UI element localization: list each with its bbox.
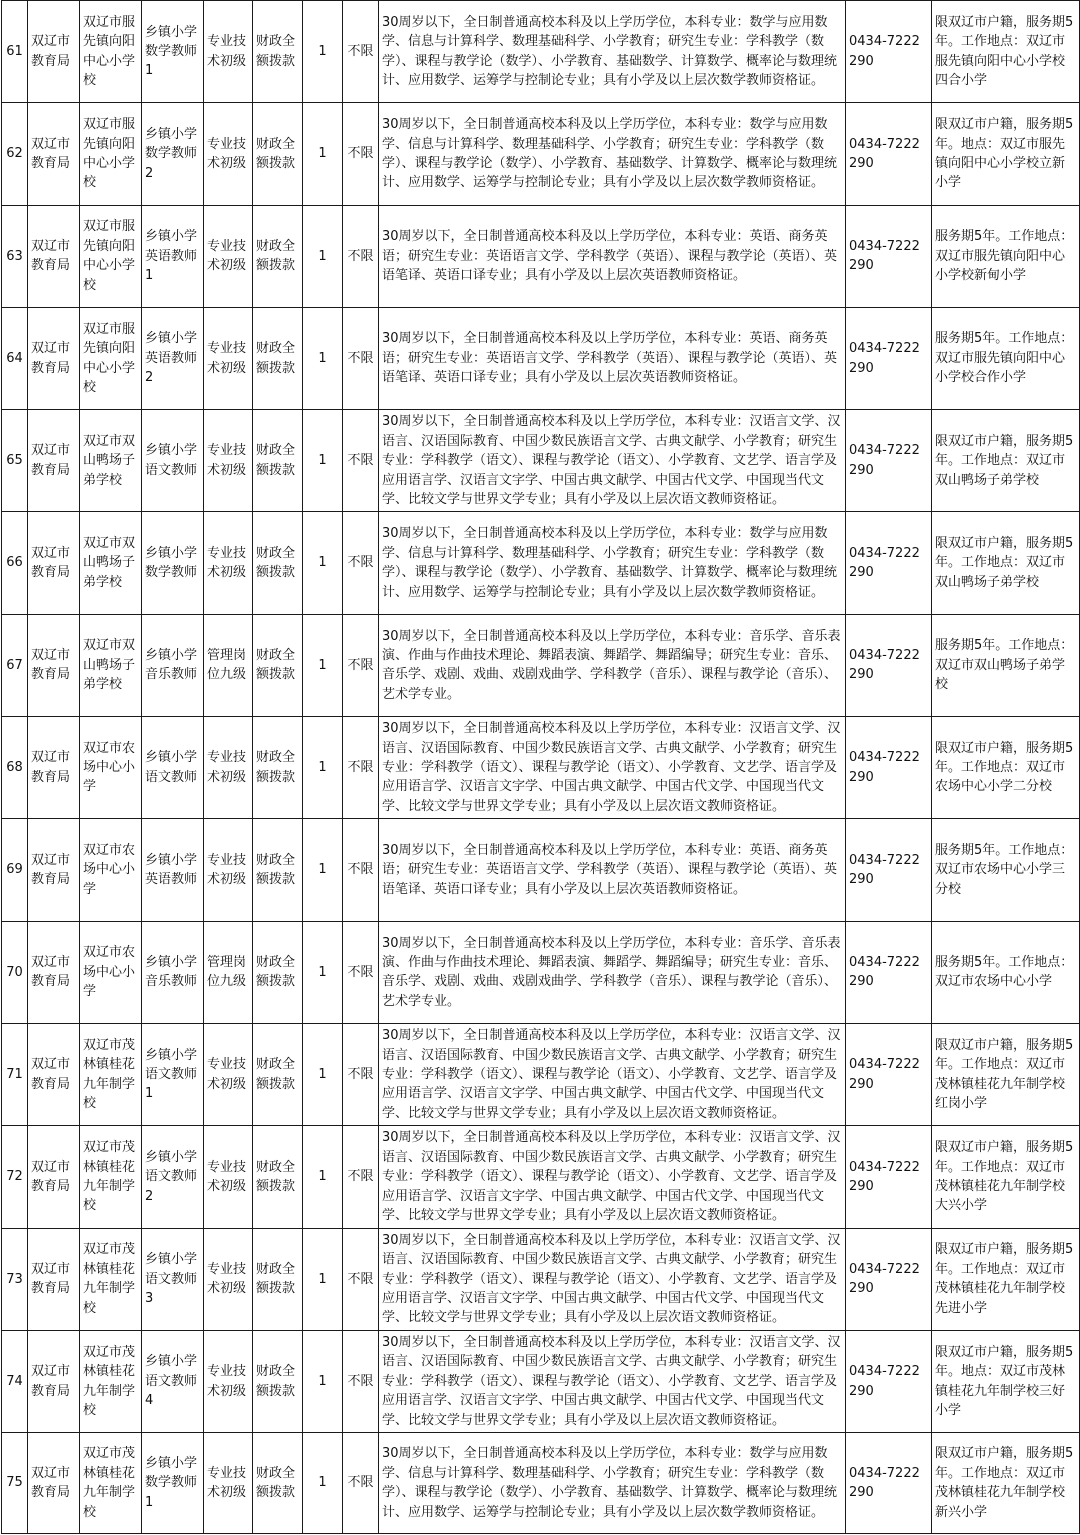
position-name-cell: 乡镇小学语文教师3: [142, 1228, 204, 1330]
employer-unit-cell: 双辽市服先镇向阳中心小学校: [80, 103, 142, 205]
restriction-cell: 不限: [343, 1023, 379, 1125]
funding-type-cell: 财政全额拨款: [253, 1433, 303, 1534]
contact-phone-cell: 0434-7222290: [846, 410, 932, 512]
hiring-count-cell: 1: [303, 1023, 343, 1125]
department-cell: 双辽市教育局: [28, 1228, 80, 1330]
position-name-cell: 乡镇小学数学教师1: [142, 1, 204, 103]
restriction-cell: 不限: [343, 717, 379, 819]
table-row: [2, 410, 1080, 512]
table-row: [2, 717, 1080, 819]
position-type-cell: 管理岗位九级: [204, 614, 253, 716]
position-type-cell: 专业技术初级: [204, 410, 253, 512]
contact-phone-cell: 0434-7222290: [846, 1433, 932, 1534]
requirements-cell: 30周岁以下，全日制普通高校本科及以上学历学位，本科专业：英语、商务英语；研究生专业：英语语言文学、学科教学（英语）、课程与教学论（英语）、英语笔译、英语口译专业；具有小学及以上层次英语教师资格证。: [379, 205, 846, 307]
remarks-cell: 限双辽市户籍，服务期5年。工作地点：双辽市茂林镇桂花九年制学校新兴小学: [932, 1433, 1080, 1534]
restriction-cell: 不限: [343, 410, 379, 512]
position-type-cell: 专业技术初级: [204, 1, 253, 103]
position-name-cell: 乡镇小学音乐教师: [142, 921, 204, 1023]
position-name-cell: 乡镇小学语文教师4: [142, 1330, 204, 1432]
requirements-cell: 30周岁以下，全日制普通高校本科及以上学历学位，本科专业：数学与应用数学、信息与计算科学、数理基础科学、小学教育；研究生专业：学科教学（数学）、课程与教学论（数学）、小学教育、基础数学、计算数学、概率论与数理统计、应用数学、运筹学与控制论专业；具有小学及以上层次数学教师资格证。: [379, 512, 846, 614]
remarks-cell: 服务期5年。工作地点：双辽市农场中心小学三分校: [932, 819, 1080, 921]
position-type-cell: 专业技术初级: [204, 1126, 253, 1228]
table-row: [2, 307, 1080, 409]
hiring-count-cell: 1: [303, 307, 343, 409]
contact-phone-cell: 0434-7222290: [846, 512, 932, 614]
position-type-cell: 管理岗位九级: [204, 921, 253, 1023]
funding-type-cell: 财政全额拨款: [253, 205, 303, 307]
contact-phone-cell: 0434-7222290: [846, 1023, 932, 1125]
employer-unit-cell: 双辽市茂林镇桂花九年制学校: [80, 1433, 142, 1534]
table-row: [2, 1023, 1080, 1125]
table-row: [2, 1, 1080, 103]
position-type-cell: 专业技术初级: [204, 205, 253, 307]
hiring-count-cell: 1: [303, 1, 343, 103]
funding-type-cell: 财政全额拨款: [253, 1, 303, 103]
remarks-cell: 限双辽市户籍，服务期5年。地点：双辽市服先镇向阳中心小学校立新小学: [932, 103, 1080, 205]
position-name-cell: 乡镇小学数学教师2: [142, 103, 204, 205]
department-cell: 双辽市教育局: [28, 103, 80, 205]
contact-phone-cell: 0434-7222290: [846, 614, 932, 716]
funding-type-cell: 财政全额拨款: [253, 1023, 303, 1125]
table-row: [2, 103, 1080, 205]
department-cell: 双辽市教育局: [28, 1330, 80, 1432]
requirements-cell: 30周岁以下，全日制普通高校本科及以上学历学位，本科专业：汉语言文学、汉语言、汉语国际教育、中国少数民族语言文学、古典文献学、小学教育；研究生专业：学科教学（语文）、课程与教学论（语文）、小学教育、文艺学、语言学及应用语言学、汉语言文字学、中国古典文献学、中国古代文学、中国现当代文学、比较文学与世界文学专业；具有小学及以上层次语文教师资格证。: [379, 717, 846, 819]
row-number: 70: [2, 921, 28, 1023]
remarks-cell: 限双辽市户籍，服务期5年。工作地点：双辽市服先镇向阳中心小学校四合小学: [932, 1, 1080, 103]
table-row: [2, 614, 1080, 716]
funding-type-cell: 财政全额拨款: [253, 717, 303, 819]
position-name-cell: 乡镇小学语文教师2: [142, 1126, 204, 1228]
restriction-cell: 不限: [343, 614, 379, 716]
position-name-cell: 乡镇小学语文教师: [142, 717, 204, 819]
table-row: [2, 512, 1080, 614]
requirements-cell: 30周岁以下，全日制普通高校本科及以上学历学位，本科专业：数学与应用数学、信息与计算科学、数理基础科学、小学教育；研究生专业：学科教学（数学）、课程与教学论（数学）、小学教育、基础数学、计算数学、概率论与数理统计、应用数学、运筹学与控制论专业；具有小学及以上层次数学教师资格证。: [379, 103, 846, 205]
funding-type-cell: 财政全额拨款: [253, 307, 303, 409]
funding-type-cell: 财政全额拨款: [253, 819, 303, 921]
position-type-cell: 专业技术初级: [204, 103, 253, 205]
position-name-cell: 乡镇小学英语教师: [142, 819, 204, 921]
hiring-count-cell: 1: [303, 1433, 343, 1534]
remarks-cell: 限双辽市户籍，服务期5年。工作地点：双辽市茂林镇桂花九年制学校先进小学: [932, 1228, 1080, 1330]
position-type-cell: 专业技术初级: [204, 1023, 253, 1125]
row-number: 69: [2, 819, 28, 921]
department-cell: 双辽市教育局: [28, 819, 80, 921]
department-cell: 双辽市教育局: [28, 1126, 80, 1228]
requirements-cell: 30周岁以下，全日制普通高校本科及以上学历学位，本科专业：音乐学、音乐表演、作曲与作曲技术理论、舞蹈表演、舞蹈学、舞蹈编导；研究生专业：音乐、音乐学、戏剧、戏曲、戏剧戏曲学、学科教学（音乐）、课程与教学论（音乐）、艺术学专业。: [379, 614, 846, 716]
hiring-count-cell: 1: [303, 819, 343, 921]
position-name-cell: 乡镇小学英语教师1: [142, 205, 204, 307]
employer-unit-cell: 双辽市服先镇向阳中心小学校: [80, 1, 142, 103]
funding-type-cell: 财政全额拨款: [253, 512, 303, 614]
funding-type-cell: 财政全额拨款: [253, 921, 303, 1023]
hiring-count-cell: 1: [303, 512, 343, 614]
position-type-cell: 专业技术初级: [204, 1228, 253, 1330]
department-cell: 双辽市教育局: [28, 614, 80, 716]
row-number: 72: [2, 1126, 28, 1228]
employer-unit-cell: 双辽市服先镇向阳中心小学校: [80, 205, 142, 307]
requirements-cell: 30周岁以下，全日制普通高校本科及以上学历学位，本科专业：汉语言文学、汉语言、汉语国际教育、中国少数民族语言文学、古典文献学、小学教育；研究生专业：学科教学（语文）、课程与教学论（语文）、小学教育、文艺学、语言学及应用语言学、汉语言文字学、中国古典文献学、中国古代文学、中国现当代文学、比较文学与世界文学专业；具有小学及以上层次语文教师资格证。: [379, 410, 846, 512]
employer-unit-cell: 双辽市农场中心小学: [80, 921, 142, 1023]
row-number: 62: [2, 103, 28, 205]
contact-phone-cell: 0434-7222290: [846, 1330, 932, 1432]
row-number: 68: [2, 717, 28, 819]
remarks-cell: 限双辽市户籍，服务期5年。工作地点：双辽市双山鸭场子弟学校: [932, 410, 1080, 512]
row-number: 66: [2, 512, 28, 614]
remarks-cell: 服务期5年。工作地点：双辽市服先镇向阳中心小学校新甸小学: [932, 205, 1080, 307]
remarks-cell: 限双辽市户籍，服务期5年。工作地点：双辽市茂林镇桂花九年制学校红岗小学: [932, 1023, 1080, 1125]
hiring-count-cell: 1: [303, 614, 343, 716]
hiring-count-cell: 1: [303, 205, 343, 307]
hiring-count-cell: 1: [303, 1330, 343, 1432]
funding-type-cell: 财政全额拨款: [253, 1330, 303, 1432]
department-cell: 双辽市教育局: [28, 921, 80, 1023]
restriction-cell: 不限: [343, 1330, 379, 1432]
position-name-cell: 乡镇小学音乐教师: [142, 614, 204, 716]
employer-unit-cell: 双辽市茂林镇桂花九年制学校: [80, 1330, 142, 1432]
department-cell: 双辽市教育局: [28, 205, 80, 307]
position-type-cell: 专业技术初级: [204, 717, 253, 819]
position-type-cell: 专业技术初级: [204, 819, 253, 921]
department-cell: 双辽市教育局: [28, 1023, 80, 1125]
remarks-cell: 限双辽市户籍，服务期5年。地点：双辽市茂林镇桂花九年制学校三好小学: [932, 1330, 1080, 1432]
position-type-cell: 专业技术初级: [204, 512, 253, 614]
requirements-cell: 30周岁以下，全日制普通高校本科及以上学历学位，本科专业：英语、商务英语；研究生专业：英语语言文学、学科教学（英语）、课程与教学论（英语）、英语笔译、英语口译专业；具有小学及以上层次英语教师资格证。: [379, 307, 846, 409]
position-type-cell: 专业技术初级: [204, 1330, 253, 1432]
restriction-cell: 不限: [343, 1433, 379, 1534]
hiring-count-cell: 1: [303, 717, 343, 819]
employer-unit-cell: 双辽市农场中心小学: [80, 819, 142, 921]
department-cell: 双辽市教育局: [28, 717, 80, 819]
remarks-cell: 服务期5年。工作地点：双辽市服先镇向阳中心小学校合作小学: [932, 307, 1080, 409]
requirements-cell: 30周岁以下，全日制普通高校本科及以上学历学位，本科专业：数学与应用数学、信息与计算科学、数理基础科学、小学教育；研究生专业：学科教学（数学）、课程与教学论（数学）、小学教育、基础数学、计算数学、概率论与数理统计、应用数学、运筹学与控制论专业；具有小学及以上层次数学教师资格证。: [379, 1, 846, 103]
position-name-cell: 乡镇小学英语教师2: [142, 307, 204, 409]
employer-unit-cell: 双辽市双山鸭场子弟学校: [80, 512, 142, 614]
remarks-cell: 限双辽市户籍，服务期5年。工作地点：双辽市茂林镇桂花九年制学校大兴小学: [932, 1126, 1080, 1228]
department-cell: 双辽市教育局: [28, 512, 80, 614]
requirements-cell: 30周岁以下，全日制普通高校本科及以上学历学位，本科专业：汉语言文学、汉语言、汉语国际教育、中国少数民族语言文学、古典文献学、小学教育；研究生专业：学科教学（语文）、课程与教学论（语文）、小学教育、文艺学、语言学及应用语言学、汉语言文字学、中国古典文献学、中国古代文学、中国现当代文学、比较文学与世界文学专业；具有小学及以上层次语文教师资格证。: [379, 1228, 846, 1330]
row-number: 65: [2, 410, 28, 512]
contact-phone-cell: 0434-7222290: [846, 717, 932, 819]
restriction-cell: 不限: [343, 1126, 379, 1228]
restriction-cell: 不限: [343, 1, 379, 103]
employer-unit-cell: 双辽市双山鸭场子弟学校: [80, 410, 142, 512]
hiring-count-cell: 1: [303, 1126, 343, 1228]
department-cell: 双辽市教育局: [28, 307, 80, 409]
department-cell: 双辽市教育局: [28, 1, 80, 103]
restriction-cell: 不限: [343, 819, 379, 921]
requirements-cell: 30周岁以下，全日制普通高校本科及以上学历学位，本科专业：英语、商务英语；研究生专业：英语语言文学、学科教学（英语）、课程与教学论（英语）、英语笔译、英语口译专业；具有小学及以上层次英语教师资格证。: [379, 819, 846, 921]
restriction-cell: 不限: [343, 103, 379, 205]
hiring-count-cell: 1: [303, 921, 343, 1023]
requirements-cell: 30周岁以下，全日制普通高校本科及以上学历学位，本科专业：汉语言文学、汉语言、汉语国际教育、中国少数民族语言文学、古典文献学、小学教育；研究生专业：学科教学（语文）、课程与教学论（语文）、小学教育、文艺学、语言学及应用语言学、汉语言文字学、中国古典文献学、中国古代文学、中国现当代文学、比较文学与世界文学专业；具有小学及以上层次语文教师资格证。: [379, 1126, 846, 1228]
funding-type-cell: 财政全额拨款: [253, 614, 303, 716]
hiring-count-cell: 1: [303, 410, 343, 512]
table-row: [2, 921, 1080, 1023]
position-name-cell: 乡镇小学语文教师1: [142, 1023, 204, 1125]
contact-phone-cell: 0434-7222290: [846, 1126, 932, 1228]
row-number: 64: [2, 307, 28, 409]
department-cell: 双辽市教育局: [28, 410, 80, 512]
employer-unit-cell: 双辽市茂林镇桂花九年制学校: [80, 1023, 142, 1125]
table-row: [2, 1330, 1080, 1432]
row-number: 71: [2, 1023, 28, 1125]
position-type-cell: 专业技术初级: [204, 307, 253, 409]
contact-phone-cell: 0434-7222290: [846, 1228, 932, 1330]
row-number: 75: [2, 1433, 28, 1534]
restriction-cell: 不限: [343, 921, 379, 1023]
restriction-cell: 不限: [343, 1228, 379, 1330]
table-row: [2, 819, 1080, 921]
table-row: [2, 1228, 1080, 1330]
remarks-cell: 服务期5年。工作地点：双辽市农场中心小学: [932, 921, 1080, 1023]
remarks-cell: 限双辽市户籍，服务期5年。工作地点：双辽市双山鸭场子弟学校: [932, 512, 1080, 614]
table-row: [2, 1126, 1080, 1228]
contact-phone-cell: 0434-7222290: [846, 921, 932, 1023]
employer-unit-cell: 双辽市茂林镇桂花九年制学校: [80, 1228, 142, 1330]
funding-type-cell: 财政全额拨款: [253, 1228, 303, 1330]
employer-unit-cell: 双辽市茂林镇桂花九年制学校: [80, 1126, 142, 1228]
requirements-cell: 30周岁以下，全日制普通高校本科及以上学历学位，本科专业：数学与应用数学、信息与计算科学、数理基础科学、小学教育；研究生专业：学科教学（数学）、课程与教学论（数学）、小学教育、基础数学、计算数学、概率论与数理统计、应用数学、运筹学与控制论专业；具有小学及以上层次数学教师资格证。: [379, 1433, 846, 1534]
restriction-cell: 不限: [343, 205, 379, 307]
hiring-count-cell: 1: [303, 1228, 343, 1330]
department-cell: 双辽市教育局: [28, 1433, 80, 1534]
restriction-cell: 不限: [343, 307, 379, 409]
requirements-cell: 30周岁以下，全日制普通高校本科及以上学历学位，本科专业：音乐学、音乐表演、作曲与作曲技术理论、舞蹈表演、舞蹈学、舞蹈编导；研究生专业：音乐、音乐学、戏剧、戏曲、戏剧戏曲学、学科教学（音乐）、课程与教学论（音乐）、艺术学专业。: [379, 921, 846, 1023]
contact-phone-cell: 0434-7222290: [846, 307, 932, 409]
table-row: [2, 205, 1080, 307]
requirements-cell: 30周岁以下，全日制普通高校本科及以上学历学位，本科专业：汉语言文学、汉语言、汉语国际教育、中国少数民族语言文学、古典文献学、小学教育；研究生专业：学科教学（语文）、课程与教学论（语文）、小学教育、文艺学、语言学及应用语言学、汉语言文字学、中国古典文献学、中国古代文学、中国现当代文学、比较文学与世界文学专业；具有小学及以上层次语文教师资格证。: [379, 1330, 846, 1432]
row-number: 74: [2, 1330, 28, 1432]
table-body: [2, 1, 1080, 1534]
contact-phone-cell: 0434-7222290: [846, 103, 932, 205]
position-name-cell: 乡镇小学数学教师: [142, 512, 204, 614]
recruitment-table: [1, 0, 1080, 1534]
row-number: 67: [2, 614, 28, 716]
funding-type-cell: 财政全额拨款: [253, 1126, 303, 1228]
employer-unit-cell: 双辽市服先镇向阳中心小学校: [80, 307, 142, 409]
requirements-cell: 30周岁以下，全日制普通高校本科及以上学历学位，本科专业：汉语言文学、汉语言、汉语国际教育、中国少数民族语言文学、古典文献学、小学教育；研究生专业：学科教学（语文）、课程与教学论（语文）、小学教育、文艺学、语言学及应用语言学、汉语言文字学、中国古典文献学、中国古代文学、中国现当代文学、比较文学与世界文学专业；具有小学及以上层次语文教师资格证。: [379, 1023, 846, 1125]
contact-phone-cell: 0434-7222290: [846, 1, 932, 103]
table-row: [2, 1433, 1080, 1534]
row-number: 73: [2, 1228, 28, 1330]
position-name-cell: 乡镇小学数学教师1: [142, 1433, 204, 1534]
position-name-cell: 乡镇小学语文教师: [142, 410, 204, 512]
employer-unit-cell: 双辽市农场中心小学: [80, 717, 142, 819]
contact-phone-cell: 0434-7222290: [846, 205, 932, 307]
funding-type-cell: 财政全额拨款: [253, 103, 303, 205]
remarks-cell: 服务期5年。工作地点：双辽市双山鸭场子弟学校: [932, 614, 1080, 716]
contact-phone-cell: 0434-7222290: [846, 819, 932, 921]
employer-unit-cell: 双辽市双山鸭场子弟学校: [80, 614, 142, 716]
restriction-cell: 不限: [343, 512, 379, 614]
row-number: 61: [2, 1, 28, 103]
remarks-cell: 限双辽市户籍，服务期5年。工作地点：双辽市农场中心小学二分校: [932, 717, 1080, 819]
position-type-cell: 专业技术初级: [204, 1433, 253, 1534]
funding-type-cell: 财政全额拨款: [253, 410, 303, 512]
hiring-count-cell: 1: [303, 103, 343, 205]
row-number: 63: [2, 205, 28, 307]
